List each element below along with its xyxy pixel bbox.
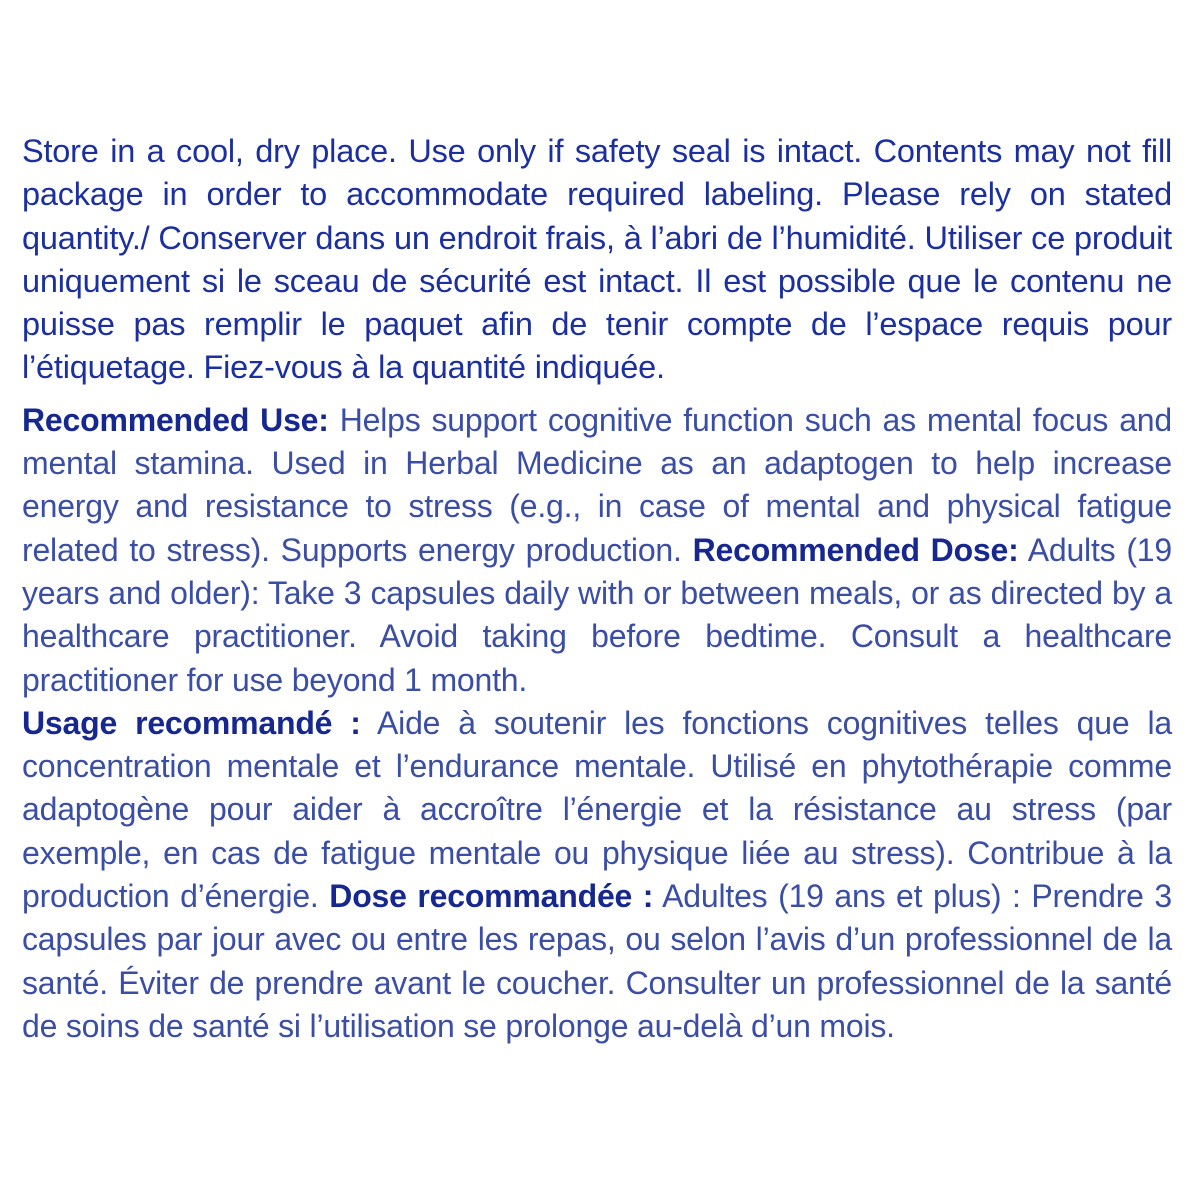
recommended-use-text: Helps support cognitive function such as mental focus and mental stamina. Used in Herbal Medicine as an adaptogen to help increase energy and resistance to stress (e.g., in case of mental and physical fatigue related to stress). Supports energy production. xyxy=(22,401,1172,568)
french-directions xyxy=(22,702,1172,1048)
dose-recommandee-heading: Dose recommandée : xyxy=(329,878,654,915)
recommended-use-heading: Recommended Use: xyxy=(22,401,329,438)
english-directions xyxy=(22,399,1172,702)
recommended-dose-heading: Recommended Dose: xyxy=(692,531,1019,568)
dose-recommandee-text: Adultes (19 ans et plus) : Prendre 3 capsules par jour avec ou entre les repas, ou selon l’avis d’un professionnel de la santé. Éviter de prendre avant le coucher. Consulter un professionnel de la santé de soins de santé si l’utilisation se prolonge au-delà d’un mois. xyxy=(22,878,1172,1044)
storage-instructions: Store in a cool, dry place. Use only if safety seal is intact. Contents may not fill package in order to accommodate required labeling. Please rely on stated quantity./ Conserver dans un endroit frais, à l’abri de l’humidité. Utiliser ce produit uniquement si le sceau de sécurité est intact. Il est possible que le contenu ne puisse pas remplir le paquet afin de tenir compte de l’espace requis pour l’étiquetage. Fiez-vous à la quantité indiquée. xyxy=(22,133,1172,386)
product-label-text xyxy=(22,130,1172,1048)
usage-recommande-text: Aide à soutenir les fonctions cognitives telles que la concentration mentale et l’endurance mentale. Utilisé en phytothérapie comme adaptogène pour aider à accroître l’énergie et la résistance au stress (par exemple, en cas de fatigue mentale ou physique liée au stress). Contribue à la production d’énergie. xyxy=(22,704,1172,915)
recommended-dose-text: Adults (19 years and older): Take 3 capsules daily with or between meals, or as directed by a healthcare practitioner. Avoid taking before bedtime. Consult a healthcare practitioner for use beyond 1 month. xyxy=(22,531,1172,698)
usage-recommande-heading: Usage recommandé : xyxy=(22,704,361,741)
